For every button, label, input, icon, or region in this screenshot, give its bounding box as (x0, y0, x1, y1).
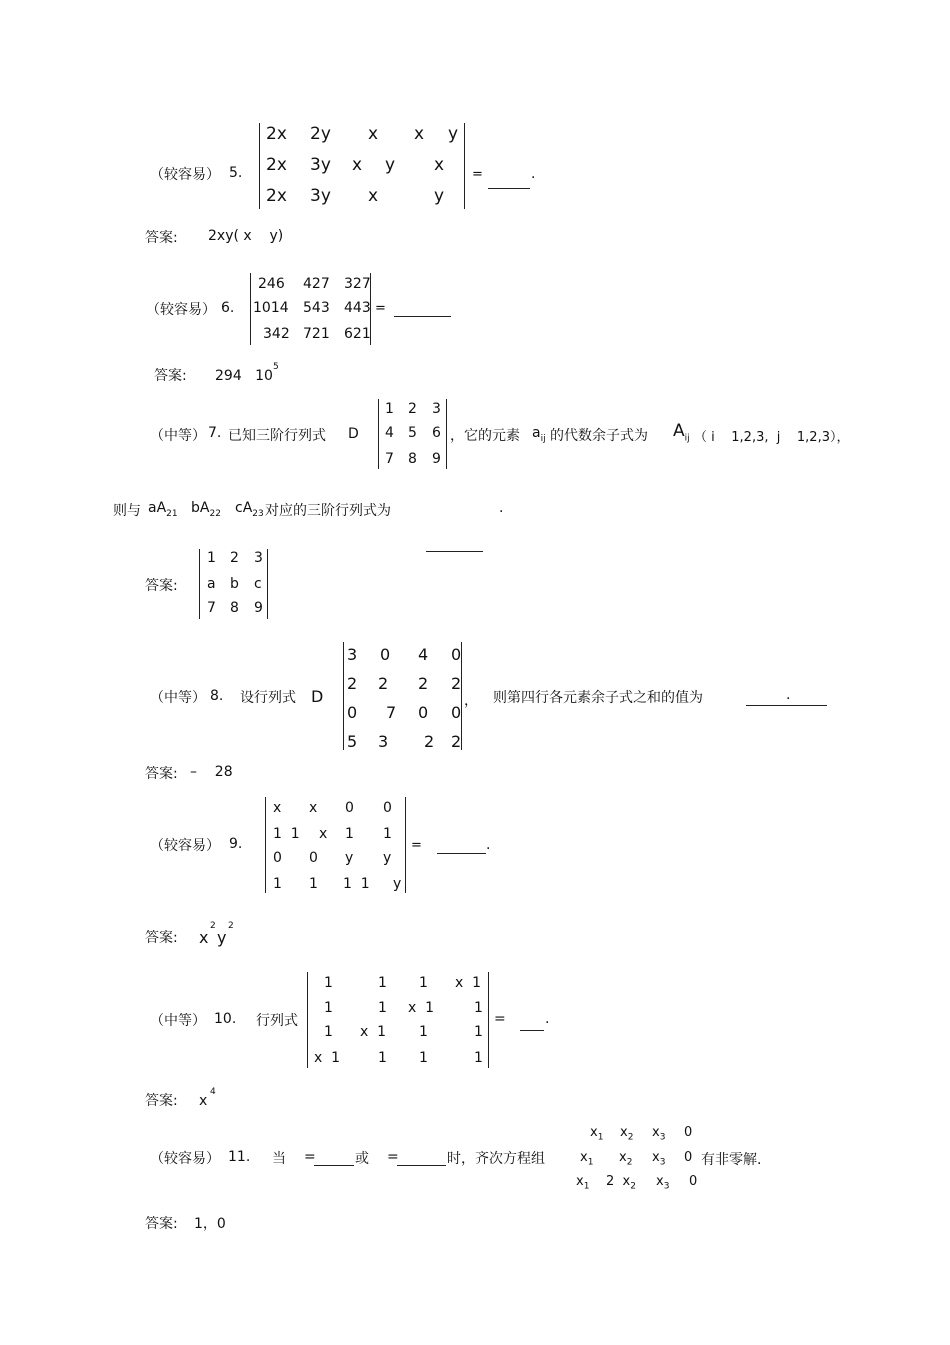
q7-answer-right-bar (267, 549, 268, 619)
q7-term2: $bA_{22}$ (191, 500, 221, 519)
q8-cell: 3 (378, 732, 389, 751)
q5-cell: y (385, 155, 396, 175)
q11-blank-2 (397, 1165, 446, 1166)
q5-cell: x (352, 155, 363, 175)
q10-det-right-bar (488, 972, 489, 1068)
q9-cell: 1 1 (273, 826, 300, 842)
q8-det-symbol: D (311, 687, 324, 706)
q9-det-right-bar (405, 797, 406, 893)
q10-cell: 1 (324, 1024, 333, 1040)
q10-cell: x 1 (360, 1024, 387, 1040)
q8-cell: 2 (378, 674, 389, 693)
q5-cell: x (368, 186, 379, 206)
q10-equals: = (494, 1011, 506, 1027)
q7-cell: 8 (408, 451, 417, 467)
q11-sys-var: $x_1$ (590, 1125, 604, 1143)
q11-sys-var: $x_1$ (580, 1150, 594, 1168)
q9-cell: y (345, 850, 354, 866)
q6-difficulty: （较容易） (146, 302, 216, 318)
q10-difficulty: （中等） (150, 1013, 206, 1029)
q7-answer-label: 答案: (145, 578, 178, 594)
q8-period: . (786, 687, 791, 703)
q6-cell: 342 (263, 326, 290, 342)
q7-det-right-bar (446, 399, 447, 469)
q5-det-right-bar (464, 123, 465, 209)
q9-number: 9. (229, 836, 243, 852)
q8-cell: 0 (451, 645, 462, 664)
q7-cell: 9 (432, 451, 441, 467)
q5-cell: y (448, 124, 459, 144)
q6-answer-blank (394, 316, 451, 317)
q7-answer-cell: 1 (207, 550, 216, 566)
q9-cell: 0 (273, 850, 282, 866)
q11-or: 或 (355, 1151, 369, 1167)
q9-cell: x (273, 800, 282, 816)
q8-number: 8. (210, 688, 224, 704)
q10-cell: 1 (474, 1024, 483, 1040)
q9-answer-y-exponent: 2 (228, 921, 234, 931)
q9-difficulty: （较容易） (150, 838, 220, 854)
q8-answer: – 28 (190, 764, 233, 780)
q10-cell: 1 (378, 975, 387, 991)
q7-range: （ i 1,2,3, j 1,2,3）， (694, 430, 850, 445)
q7-answer-cell: 3 (254, 550, 263, 566)
q10-text-before: 行列式 (256, 1013, 298, 1029)
q7-text-before: 已知三阶行列式 (228, 428, 326, 444)
q5-cell: 2y (310, 124, 331, 144)
q8-cell: 2 (347, 674, 358, 693)
q11-text-after: 时，齐次方程组 (447, 1151, 545, 1167)
q6-cell: 721 (303, 326, 330, 342)
q5-answer-blank (488, 188, 530, 189)
q11-sys-var: $x_3$ (652, 1125, 666, 1143)
q9-answer-blank (437, 853, 486, 854)
q5-answer: 2xy( x y) (208, 228, 284, 244)
q9-cell: y (383, 850, 392, 866)
q8-text-after: 则第四行各元素余子式之和的值为 (493, 690, 703, 706)
q9-answer-label: 答案: (145, 930, 178, 946)
q8-cell: 3 (347, 645, 358, 664)
q5-answer-label: 答案: (145, 230, 178, 246)
q8-comma: ， (464, 693, 478, 709)
q7-answer-cell: 2 (230, 550, 239, 566)
q6-det-left-bar (250, 273, 251, 345)
q6-cell: 246 (258, 276, 285, 292)
q7-cell: 1 (385, 401, 394, 417)
q10-cell: 1 (474, 1000, 483, 1016)
q7-answer-cell: 8 (230, 600, 239, 616)
q7-term1: $aA_{21}$ (148, 500, 178, 519)
q9-cell: 0 (383, 800, 392, 816)
q7-line2-prefix: 则与 (113, 503, 141, 519)
q8-cell: 5 (347, 732, 358, 751)
q6-cell: 1014 (253, 300, 289, 316)
q7-line2-suffix: 对应的三阶行列式为 (265, 503, 391, 519)
q11-sys-var: 2 $x_2$ (606, 1174, 636, 1192)
q8-cell: 2 (418, 674, 429, 693)
q9-cell: 0 (309, 850, 318, 866)
q5-number: 5. (229, 165, 243, 181)
q11-sys-rhs: 0 (689, 1174, 698, 1189)
q5-cell: 3y (310, 155, 331, 175)
q10-cell: 1 (419, 1024, 428, 1040)
q6-equals: = (375, 301, 386, 316)
q8-cell: 2 (424, 732, 435, 751)
q9-cell: y (393, 876, 402, 892)
q9-period: . (486, 837, 491, 853)
q8-det-left-bar (343, 642, 344, 750)
q9-answer-x-exponent: 2 (210, 921, 216, 931)
q7-cell: 6 (432, 425, 441, 441)
q5-cell: 2x (266, 186, 287, 206)
q8-difficulty: （中等） (150, 690, 206, 706)
q7-a: $a_{ij}$ (532, 425, 546, 444)
q9-cell: 1 (383, 826, 392, 842)
q10-answer-blank (520, 1030, 544, 1031)
q11-sys-var: $x_3$ (652, 1150, 666, 1168)
q11-difficulty: （较容易） (150, 1151, 220, 1167)
q10-cell: 1 (378, 1000, 387, 1016)
q5-cell: 3y (310, 186, 331, 206)
q8-cell: 7 (386, 703, 397, 722)
q7-text-cofactor: 的代数余子式为 (550, 428, 648, 444)
q7-number: 7. (208, 425, 222, 441)
q8-text-before: 设行列式 (240, 690, 296, 706)
q7-cell: 7 (385, 451, 394, 467)
q10-answer-label: 答案: (145, 1093, 178, 1109)
q7-period: . (499, 500, 504, 516)
q5-cell: x (414, 124, 425, 144)
q7-det-left-bar (378, 399, 379, 469)
q5-det-left-bar (259, 123, 260, 209)
q11-sys-rhs: 0 (684, 1150, 693, 1165)
q11-sys-var: $x_3$ (656, 1174, 670, 1192)
q10-answer-exponent: 4 (210, 1087, 216, 1097)
q11-sys-var: $x_2$ (619, 1150, 633, 1168)
q7-cell: 3 (432, 401, 441, 417)
q6-cell: 427 (303, 276, 330, 292)
q10-cell: 1 (324, 975, 333, 991)
q11-sys-var: $x_1$ (576, 1174, 590, 1192)
q7-text-after: ，它的元素 (450, 428, 520, 444)
q11-eq2: = (387, 1149, 399, 1165)
q6-cell: 543 (303, 300, 330, 316)
q7-det-symbol: D (348, 426, 359, 442)
q5-difficulty: （较容易） (150, 167, 220, 183)
q7-term3: $cA_{23}$ (235, 500, 264, 519)
q7-answer-cell: b (230, 576, 239, 592)
q6-cell: 621 (344, 326, 371, 342)
q7-answer-blank (426, 551, 483, 552)
q5-cell: x (368, 124, 379, 144)
q7-difficulty: （中等） (150, 428, 206, 444)
q9-cell: 1 (309, 876, 318, 892)
q7-answer-cell: 7 (207, 600, 216, 616)
q7-answer-cell: 9 (254, 600, 263, 616)
q11-sys-var: $x_2$ (620, 1125, 634, 1143)
q10-det-left-bar (307, 972, 308, 1068)
q8-cell: 0 (418, 703, 429, 722)
q6-answer-exponent: 5 (273, 362, 279, 372)
q7-cell: 2 (408, 401, 417, 417)
q6-answer-label: 答案: (154, 368, 187, 384)
q6-answer-base: 294 10 (215, 368, 273, 384)
q10-cell: x 1 (408, 1000, 435, 1016)
q8-cell: 4 (418, 645, 429, 664)
q10-cell: 1 (419, 975, 428, 991)
q7-answer-cell: a (207, 576, 216, 592)
q9-cell: 1 (273, 876, 282, 892)
q10-period: . (545, 1011, 550, 1027)
q10-cell: 1 (474, 1050, 483, 1066)
q5-period: . (531, 166, 536, 182)
q10-cell: x 1 (455, 975, 482, 991)
q11-number: 11. (228, 1149, 251, 1165)
q8-cell: 0 (380, 645, 391, 664)
q10-cell: 1 (378, 1050, 387, 1066)
q10-cell: 1 (324, 1000, 333, 1016)
q6-cell: 443 (344, 300, 371, 316)
q11-blank-1 (314, 1165, 354, 1166)
q11-eq1: = (304, 1149, 316, 1165)
q10-number: 10. (214, 1011, 237, 1027)
q9-cell: 1 1 (343, 876, 370, 892)
q9-det-left-bar (265, 797, 266, 893)
q9-cell: 0 (345, 800, 354, 816)
q5-cell: 2x (266, 155, 287, 175)
q11-answer: 1，0 (194, 1216, 226, 1232)
q7-A: $A_{ij}$ (673, 421, 690, 444)
q7-answer-cell: c (254, 576, 262, 592)
q8-answer-label: 答案: (145, 766, 178, 782)
q11-when: 当 (272, 1151, 286, 1167)
q11-nonzero-text: 有非零解. (701, 1152, 762, 1168)
q10-cell: 1 (419, 1050, 428, 1066)
q11-sys-rhs: 0 (684, 1125, 693, 1140)
q8-cell: 2 (451, 674, 462, 693)
q8-cell: 0 (451, 703, 462, 722)
q8-answer-blank (746, 705, 827, 706)
q9-cell: x (319, 826, 328, 842)
q9-answer-x: x (199, 928, 209, 947)
q9-cell: x (309, 800, 318, 816)
q8-cell: 2 (451, 732, 462, 751)
q9-equals: = (411, 838, 422, 853)
q6-number: 6. (221, 300, 235, 316)
q10-cell: x 1 (314, 1050, 341, 1066)
q7-cell: 4 (385, 425, 394, 441)
q9-answer-y: y (217, 928, 227, 947)
q8-cell: 0 (347, 703, 358, 722)
q10-answer-x: x (199, 1093, 208, 1109)
q9-cell: 1 (345, 826, 354, 842)
q5-cell: x (434, 155, 445, 175)
q5-cell: y (434, 186, 445, 206)
q6-cell: 327 (344, 276, 371, 292)
q7-answer-left-bar (199, 549, 200, 619)
q5-equals: = (472, 167, 483, 182)
q11-answer-label: 答案: (145, 1216, 178, 1232)
q7-cell: 5 (408, 425, 417, 441)
q5-cell: 2x (266, 124, 287, 144)
